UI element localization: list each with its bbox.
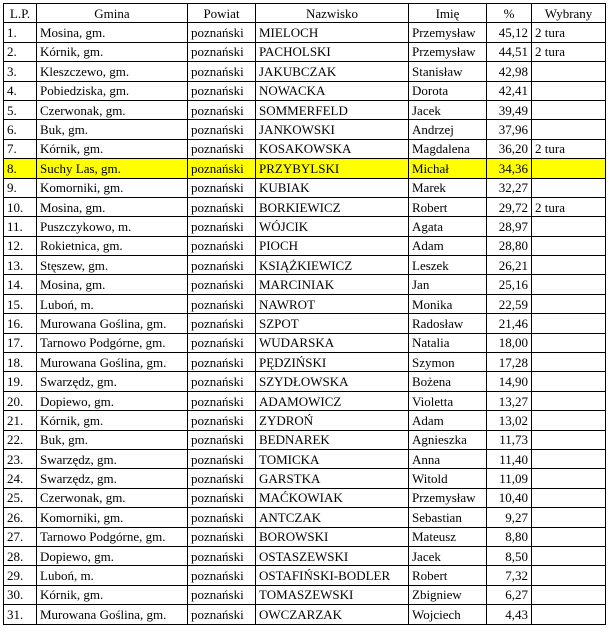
cell-lp: 25. <box>4 488 37 507</box>
cell-procent: 37,96 <box>487 120 532 139</box>
cell-gmina: Murowana Goślina, gm. <box>37 314 188 333</box>
cell-wybrany <box>532 294 606 313</box>
cell-nazwisko: NAWROT <box>256 294 409 313</box>
cell-lp: 20. <box>4 391 37 410</box>
cell-nazwisko: KUBIAK <box>256 178 409 197</box>
cell-gmina: Czerwonak, gm. <box>37 488 188 507</box>
cell-procent: 42,98 <box>487 62 532 81</box>
table-row <box>4 256 606 275</box>
cell-powiat: poznański <box>188 333 256 352</box>
table-row <box>4 449 606 468</box>
cell-wybrany <box>532 236 606 255</box>
table-row <box>4 294 606 313</box>
cell-nazwisko: OSTAFIŃSKI-BODLER <box>256 566 409 585</box>
cell-procent: 6,27 <box>487 585 532 604</box>
cell-gmina: Tarnowo Podgórne, gm. <box>37 333 188 352</box>
table-row <box>4 100 606 119</box>
table-row <box>4 197 606 216</box>
cell-wybrany <box>532 430 606 449</box>
cell-procent: 13,27 <box>487 391 532 410</box>
cell-wybrany: 2 tura <box>532 197 606 216</box>
cell-lp: 12. <box>4 236 37 255</box>
cell-powiat: poznański <box>188 430 256 449</box>
cell-lp: 5. <box>4 100 37 119</box>
cell-nazwisko: KSIĄŻKIEWICZ <box>256 256 409 275</box>
cell-procent: 17,28 <box>487 353 532 372</box>
cell-gmina: Kleszczewo, gm. <box>37 62 188 81</box>
table-row <box>4 488 606 507</box>
cell-nazwisko: BORKIEWICZ <box>256 197 409 216</box>
cell-nazwisko: OWCZARZAK <box>256 605 409 624</box>
cell-powiat: poznański <box>188 62 256 81</box>
cell-wybrany <box>532 275 606 294</box>
cell-lp: 8. <box>4 159 37 178</box>
cell-gmina: Swarzędz, gm. <box>37 372 188 391</box>
cell-lp: 23. <box>4 449 37 468</box>
header-row <box>4 4 606 23</box>
cell-procent: 8,80 <box>487 527 532 546</box>
cell-nazwisko: PRZYBYLSKI <box>256 159 409 178</box>
cell-nazwisko: GARSTKA <box>256 469 409 488</box>
cell-nazwisko: MAĆKOWIAK <box>256 488 409 507</box>
cell-lp: 9. <box>4 178 37 197</box>
cell-nazwisko: BOROWSKI <box>256 527 409 546</box>
cell-lp: 24. <box>4 469 37 488</box>
cell-gmina: Luboń, m. <box>37 294 188 313</box>
cell-lp: 31. <box>4 605 37 624</box>
table-body <box>4 23 606 624</box>
cell-imie: Anna <box>409 449 487 468</box>
cell-wybrany <box>532 605 606 624</box>
cell-nazwisko: ADAMOWICZ <box>256 391 409 410</box>
cell-imie: Szymon <box>409 353 487 372</box>
cell-gmina: Kórnik, gm. <box>37 585 188 604</box>
cell-gmina: Murowana Goślina, gm. <box>37 353 188 372</box>
cell-powiat: poznański <box>188 139 256 158</box>
cell-lp: 15. <box>4 294 37 313</box>
cell-wybrany <box>532 159 606 178</box>
cell-procent: 29,72 <box>487 197 532 216</box>
cell-powiat: poznański <box>188 197 256 216</box>
cell-wybrany: 2 tura <box>532 139 606 158</box>
results-table <box>3 3 606 625</box>
cell-wybrany: 2 tura <box>532 23 606 42</box>
cell-lp: 27. <box>4 527 37 546</box>
cell-imie: Andrzej <box>409 120 487 139</box>
cell-powiat: poznański <box>188 159 256 178</box>
cell-gmina: Tarnowo Podgórne, gm. <box>37 527 188 546</box>
cell-imie: Przemysław <box>409 42 487 61</box>
header-wybrany: Wybrany <box>532 4 606 23</box>
cell-nazwisko: OSTASZEWSKI <box>256 546 409 565</box>
table-row <box>4 178 606 197</box>
cell-gmina: Buk, gm. <box>37 430 188 449</box>
cell-powiat: poznański <box>188 566 256 585</box>
cell-imie: Zbigniew <box>409 585 487 604</box>
cell-gmina: Murowana Goślina, gm. <box>37 605 188 624</box>
cell-wybrany <box>532 256 606 275</box>
cell-lp: 19. <box>4 372 37 391</box>
cell-procent: 28,80 <box>487 236 532 255</box>
cell-procent: 8,50 <box>487 546 532 565</box>
cell-powiat: poznański <box>188 469 256 488</box>
cell-lp: 7. <box>4 139 37 158</box>
cell-procent: 9,27 <box>487 508 532 527</box>
cell-lp: 14. <box>4 275 37 294</box>
cell-procent: 26,21 <box>487 256 532 275</box>
cell-powiat: poznański <box>188 411 256 430</box>
cell-procent: 44,51 <box>487 42 532 61</box>
cell-gmina: Mosina, gm. <box>37 23 188 42</box>
cell-nazwisko: JANKOWSKI <box>256 120 409 139</box>
cell-gmina: Buk, gm. <box>37 120 188 139</box>
cell-powiat: poznański <box>188 236 256 255</box>
cell-gmina: Rokietnica, gm. <box>37 236 188 255</box>
cell-gmina: Mosina, gm. <box>37 275 188 294</box>
cell-procent: 21,46 <box>487 314 532 333</box>
cell-imie: Stanisław <box>409 62 487 81</box>
table-row <box>4 81 606 100</box>
cell-imie: Radosław <box>409 314 487 333</box>
cell-imie: Adam <box>409 411 487 430</box>
cell-wybrany <box>532 411 606 430</box>
cell-lp: 3. <box>4 62 37 81</box>
cell-procent: 36,20 <box>487 139 532 158</box>
cell-procent: 13,02 <box>487 411 532 430</box>
cell-imie: Monika <box>409 294 487 313</box>
cell-imie: Robert <box>409 566 487 585</box>
cell-imie: Leszek <box>409 256 487 275</box>
cell-procent: 14,90 <box>487 372 532 391</box>
cell-imie: Przemysław <box>409 488 487 507</box>
cell-powiat: poznański <box>188 81 256 100</box>
cell-nazwisko: MIELOCH <box>256 23 409 42</box>
cell-procent: 45,12 <box>487 23 532 42</box>
table-row <box>4 391 606 410</box>
cell-nazwisko: TOMICKA <box>256 449 409 468</box>
cell-powiat: poznański <box>188 585 256 604</box>
cell-lp: 11. <box>4 217 37 236</box>
table-row <box>4 275 606 294</box>
cell-imie: Natalia <box>409 333 487 352</box>
cell-nazwisko: TOMASZEWSKI <box>256 585 409 604</box>
cell-gmina: Kórnik, gm. <box>37 411 188 430</box>
cell-imie: Sebastian <box>409 508 487 527</box>
cell-wybrany <box>532 546 606 565</box>
cell-nazwisko: MARCINIAK <box>256 275 409 294</box>
table-row <box>4 605 606 624</box>
cell-procent: 28,97 <box>487 217 532 236</box>
cell-powiat: poznański <box>188 508 256 527</box>
cell-nazwisko: KOSAKOWSKA <box>256 139 409 158</box>
results-table-container <box>3 3 606 625</box>
cell-procent: 42,41 <box>487 81 532 100</box>
cell-nazwisko: SOMMERFELD <box>256 100 409 119</box>
cell-wybrany <box>532 353 606 372</box>
cell-powiat: poznański <box>188 217 256 236</box>
table-row <box>4 23 606 42</box>
header-imie: Imię <box>409 4 487 23</box>
cell-procent: 25,16 <box>487 275 532 294</box>
cell-lp: 10. <box>4 197 37 216</box>
cell-imie: Agata <box>409 217 487 236</box>
cell-gmina: Pobiedziska, gm. <box>37 81 188 100</box>
cell-gmina: Suchy Las, gm. <box>37 159 188 178</box>
cell-nazwisko: SZPOT <box>256 314 409 333</box>
cell-lp: 22. <box>4 430 37 449</box>
cell-wybrany <box>532 100 606 119</box>
cell-gmina: Luboń, m. <box>37 566 188 585</box>
cell-powiat: poznański <box>188 100 256 119</box>
cell-powiat: poznański <box>188 23 256 42</box>
cell-powiat: poznański <box>188 527 256 546</box>
cell-imie: Robert <box>409 197 487 216</box>
cell-imie: Dorota <box>409 81 487 100</box>
cell-procent: 7,32 <box>487 566 532 585</box>
table-row <box>4 236 606 255</box>
table-row <box>4 120 606 139</box>
cell-procent: 34,36 <box>487 159 532 178</box>
cell-lp: 16. <box>4 314 37 333</box>
table-row <box>4 139 606 158</box>
cell-procent: 4,43 <box>487 605 532 624</box>
table-row <box>4 372 606 391</box>
cell-gmina: Dopiewo, gm. <box>37 546 188 565</box>
cell-wybrany <box>532 81 606 100</box>
table-row <box>4 333 606 352</box>
cell-gmina: Czerwonak, gm. <box>37 100 188 119</box>
cell-imie: Jacek <box>409 546 487 565</box>
cell-lp: 26. <box>4 508 37 527</box>
cell-powiat: poznański <box>188 372 256 391</box>
table-row <box>4 314 606 333</box>
cell-wybrany: 2 tura <box>532 42 606 61</box>
cell-nazwisko: WUDARSKA <box>256 333 409 352</box>
cell-wybrany <box>532 566 606 585</box>
cell-powiat: poznański <box>188 546 256 565</box>
table-row <box>4 353 606 372</box>
cell-wybrany <box>532 469 606 488</box>
cell-wybrany <box>532 391 606 410</box>
cell-nazwisko: PIOCH <box>256 236 409 255</box>
cell-wybrany <box>532 449 606 468</box>
cell-powiat: poznański <box>188 488 256 507</box>
cell-wybrany <box>532 333 606 352</box>
cell-nazwisko: ANTCZAK <box>256 508 409 527</box>
cell-gmina: Swarzędz, gm. <box>37 469 188 488</box>
cell-imie: Magdalena <box>409 139 487 158</box>
cell-wybrany <box>532 488 606 507</box>
cell-lp: 21. <box>4 411 37 430</box>
cell-nazwisko: ZYDROŃ <box>256 411 409 430</box>
cell-lp: 28. <box>4 546 37 565</box>
cell-powiat: poznański <box>188 275 256 294</box>
cell-wybrany <box>532 508 606 527</box>
cell-imie: Witold <box>409 469 487 488</box>
cell-procent: 32,27 <box>487 178 532 197</box>
cell-imie: Jan <box>409 275 487 294</box>
table-row <box>4 411 606 430</box>
cell-nazwisko: JAKUBCZAK <box>256 62 409 81</box>
table-row <box>4 430 606 449</box>
cell-imie: Marek <box>409 178 487 197</box>
cell-powiat: poznański <box>188 42 256 61</box>
cell-nazwisko: PACHOLSKI <box>256 42 409 61</box>
header-procent: % <box>487 4 532 23</box>
cell-gmina: Komorniki, gm. <box>37 178 188 197</box>
cell-lp: 17. <box>4 333 37 352</box>
table-row <box>4 217 606 236</box>
table-row <box>4 585 606 604</box>
cell-imie: Przemysław <box>409 23 487 42</box>
cell-imie: Jacek <box>409 100 487 119</box>
table-row <box>4 527 606 546</box>
cell-wybrany <box>532 178 606 197</box>
cell-lp: 30. <box>4 585 37 604</box>
cell-powiat: poznański <box>188 120 256 139</box>
table-row <box>4 566 606 585</box>
cell-imie: Adam <box>409 236 487 255</box>
cell-wybrany <box>532 120 606 139</box>
cell-procent: 11,40 <box>487 449 532 468</box>
cell-powiat: poznański <box>188 256 256 275</box>
cell-gmina: Komorniki, gm. <box>37 508 188 527</box>
cell-gmina: Puszczykowo, m. <box>37 217 188 236</box>
cell-powiat: poznański <box>188 605 256 624</box>
cell-wybrany <box>532 585 606 604</box>
cell-lp: 18. <box>4 353 37 372</box>
cell-wybrany <box>532 217 606 236</box>
cell-lp: 6. <box>4 120 37 139</box>
table-row <box>4 42 606 61</box>
cell-nazwisko: NOWACKA <box>256 81 409 100</box>
cell-gmina: Kórnik, gm. <box>37 139 188 158</box>
table-row-highlighted <box>4 159 606 178</box>
cell-powiat: poznański <box>188 353 256 372</box>
cell-procent: 11,73 <box>487 430 532 449</box>
cell-powiat: poznański <box>188 391 256 410</box>
cell-procent: 22,59 <box>487 294 532 313</box>
table-row <box>4 508 606 527</box>
table-row <box>4 469 606 488</box>
cell-gmina: Kórnik, gm. <box>37 42 188 61</box>
cell-procent: 18,00 <box>487 333 532 352</box>
cell-lp: 13. <box>4 256 37 275</box>
cell-powiat: poznański <box>188 314 256 333</box>
cell-imie: Violetta <box>409 391 487 410</box>
cell-wybrany <box>532 527 606 546</box>
header-nazwisko: Nazwisko <box>256 4 409 23</box>
header-gmina: Gmina <box>37 4 188 23</box>
cell-imie: Mateusz <box>409 527 487 546</box>
cell-wybrany <box>532 314 606 333</box>
cell-gmina: Stęszew, gm. <box>37 256 188 275</box>
cell-nazwisko: BEDNAREK <box>256 430 409 449</box>
cell-nazwisko: WÓJCIK <box>256 217 409 236</box>
table-row <box>4 62 606 81</box>
cell-gmina: Swarzędz, gm. <box>37 449 188 468</box>
cell-imie: Agnieszka <box>409 430 487 449</box>
cell-procent: 10,40 <box>487 488 532 507</box>
cell-wybrany <box>532 62 606 81</box>
table-row <box>4 546 606 565</box>
cell-lp: 29. <box>4 566 37 585</box>
cell-nazwisko: SZYDŁOWSKA <box>256 372 409 391</box>
cell-lp: 4. <box>4 81 37 100</box>
cell-powiat: poznański <box>188 449 256 468</box>
cell-nazwisko: PĘDZIŃSKI <box>256 353 409 372</box>
cell-imie: Michał <box>409 159 487 178</box>
cell-lp: 2. <box>4 42 37 61</box>
cell-gmina: Dopiewo, gm. <box>37 391 188 410</box>
cell-powiat: poznański <box>188 294 256 313</box>
cell-powiat: poznański <box>188 178 256 197</box>
cell-gmina: Mosina, gm. <box>37 197 188 216</box>
cell-imie: Bożena <box>409 372 487 391</box>
cell-imie: Wojciech <box>409 605 487 624</box>
header-powiat: Powiat <box>188 4 256 23</box>
cell-procent: 11,09 <box>487 469 532 488</box>
header-lp: L.P. <box>4 4 37 23</box>
cell-lp: 1. <box>4 23 37 42</box>
cell-procent: 39,49 <box>487 100 532 119</box>
cell-wybrany <box>532 372 606 391</box>
